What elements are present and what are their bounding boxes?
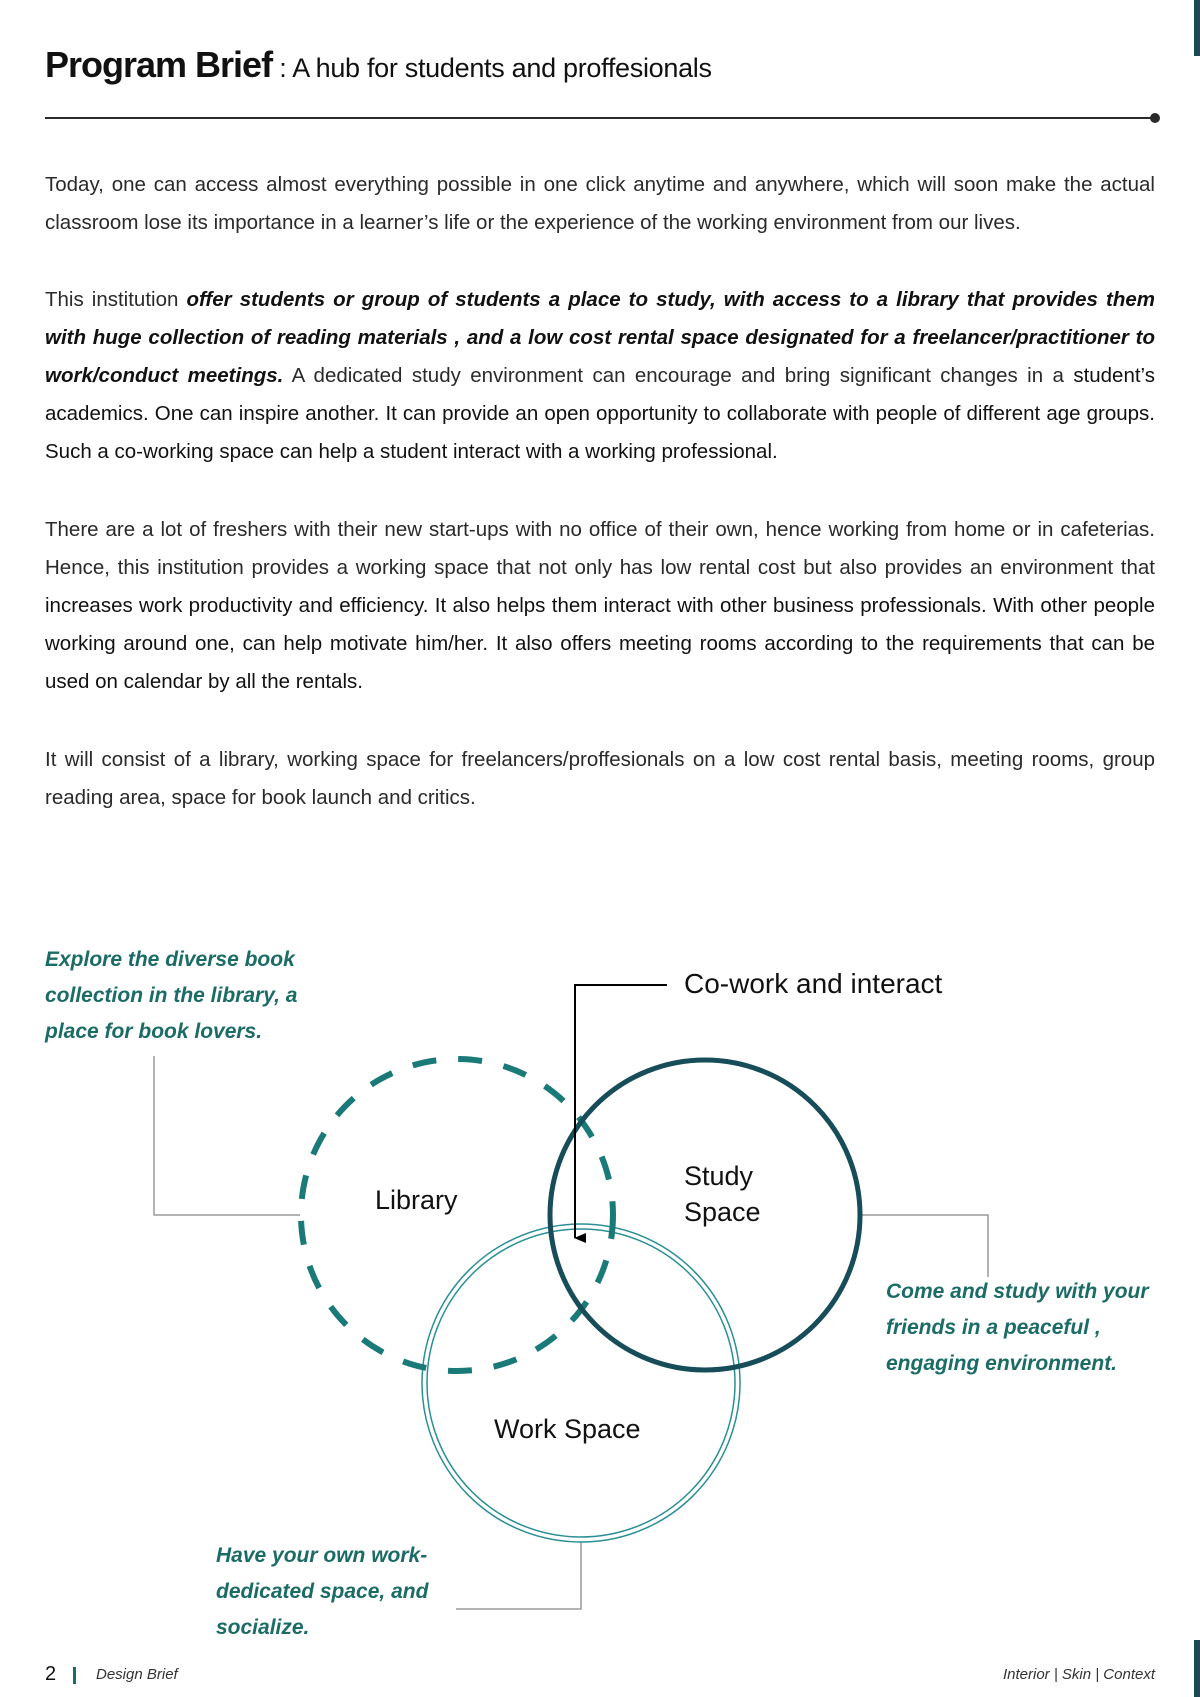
page-title [45, 44, 712, 86]
library-leader-line [154, 1056, 300, 1215]
study-leader-line [862, 1215, 988, 1277]
work-space-label: Work Space [494, 1414, 641, 1444]
paragraph-text: increases work productivity and efficiency. It also helps them interact with other business professionals. With other people working around one, can help motivate him/her. It also offers meeting rooms according to the requirements that can be used on calendar by all the rentals. [45, 594, 1155, 693]
paragraph-text: This institution [45, 288, 187, 311]
paragraph-text: Today, one can access almost everything possible in one click anytime and anywhere, which will soon make the actual classroom lose its importance in a learner’s life or the experience of the working environment from our lives. [45, 173, 1155, 234]
cowork-label: Co-work and interact [684, 968, 943, 999]
footer-tagline: Interior | Skin | Context [1002, 1666, 1155, 1683]
footer-separator [73, 1667, 76, 1684]
library-annotation: Explore the diverse book collection in the library, a place for book lovers. [45, 948, 298, 1043]
work-space-circle-inner [427, 1229, 735, 1537]
study-annotation: Come and study with your friends in a peaceful , engaging environment. [886, 1280, 1149, 1375]
title-divider [45, 117, 1153, 119]
paragraph-institution [45, 281, 1155, 471]
paragraph-intro [45, 166, 1155, 242]
library-label: Library [375, 1185, 458, 1215]
bottom-accent-bar [1194, 1640, 1200, 1697]
top-accent-bar [1194, 0, 1200, 56]
work-annotation: Have your own work-dedicated space, and socialize. [216, 1544, 429, 1639]
paragraph-text: It will consist of a library, working space for freelancers/proffesionals on a low cost rental basis, meeting rooms, group reading area, space for book launch and critics. [45, 748, 1155, 809]
paragraph-text: student’s academics. One can inspire another. It can provide an open opportunity to collaborate with people of different age groups. Such a co-working space can help a student interact with a working professional. [45, 364, 1155, 463]
paragraph-emphasis: offer students or group of students a place to study, with access to a library that provides them with huge collection of reading materials , and a low cost rental space designated for a freelancer/practitioner to work/conduct meetings. [45, 288, 1155, 387]
study-space-label: Study Space [684, 1161, 761, 1227]
paragraph-text: A dedicated study environment can encourage and bring significant changes in a [283, 364, 1064, 387]
title-subtitle: : A hub for students and proffesionals [272, 53, 712, 83]
work-space-circle-outer [422, 1224, 740, 1542]
paragraph-consist [45, 741, 1155, 817]
page-number: 2 [45, 1663, 57, 1685]
paragraph-freshers [45, 511, 1155, 701]
title-main: Program Brief [45, 44, 273, 85]
footer-section: Design Brief [96, 1666, 178, 1683]
divider-end-dot [1150, 113, 1160, 123]
paragraph-text: There are a lot of freshers with their new start-ups with no office of their own, hence working from home or in cafeterias. Hence, this institution provides a working space that not only has low rental cost but also provides an environment that [45, 518, 1155, 579]
